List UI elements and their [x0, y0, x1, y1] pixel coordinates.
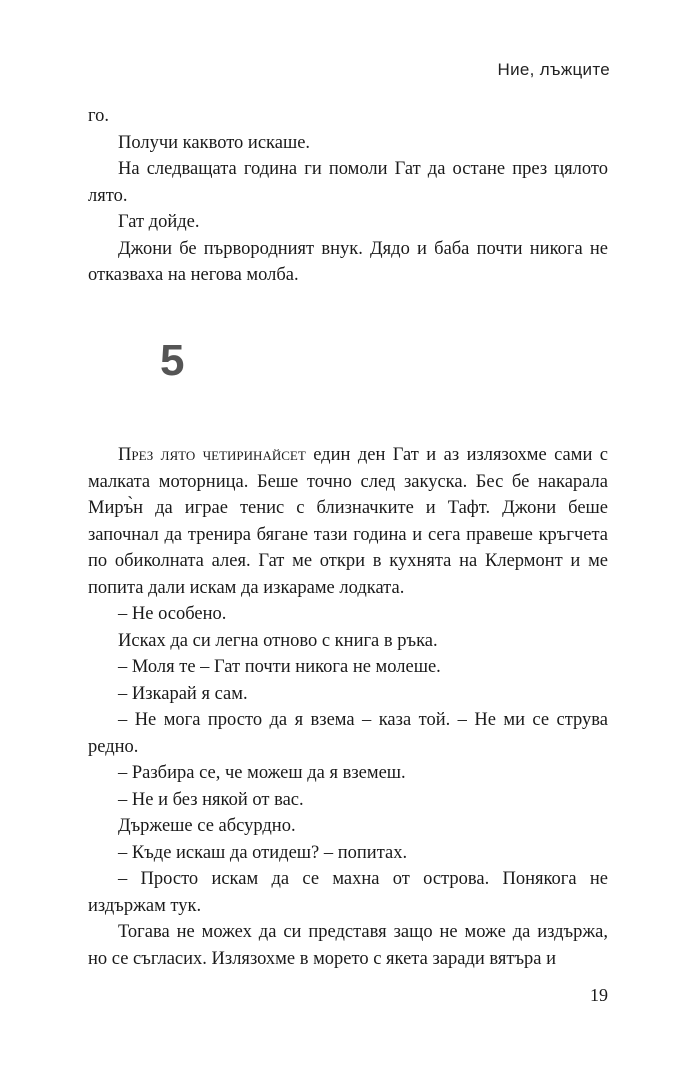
- opening-paragraph: [88, 442, 608, 601]
- paragraph: – Не мога просто да я взема – каза той. – Не ми се струва редно.: [88, 710, 608, 757]
- paragraph: Джони бе първородният внук. Дядо и баба почти никога не отказваха на негова молба.: [88, 238, 608, 285]
- paragraph: – Просто искам да се махна от острова. Понякога не издържам тук.: [88, 869, 608, 916]
- running-header: Ние, лъжците: [497, 60, 610, 79]
- paragraph: Получи каквото искаше.: [118, 132, 311, 153]
- paragraph: Гат дойде.: [118, 212, 200, 232]
- opening-text: един ден Гат и аз излязохме сами с малката моторница. Беше точно след закуска. Бес бе накарала Миръ̀н да играе тенис с близначките и Тафт. Джони беше започнал да тренира бягане тази година и сега правеше кръгчета по обиколната алея. Гат ме откри в кухнята на Клермонт и ме попита дали искам да изкараме лодката.: [88, 445, 609, 598]
- paragraph: Исках да си легна отново с книга в ръка.: [118, 630, 438, 651]
- paragraph: го.: [88, 106, 110, 126]
- paragraph: – Не особено.: [118, 604, 227, 624]
- paragraph: – Моля те – Гат почти никога не молеше.: [118, 657, 441, 677]
- text-section-main: [88, 442, 608, 972]
- paragraph: – Не и без някой от вас.: [118, 789, 304, 810]
- paragraph: – Изкарай я сам.: [118, 683, 248, 704]
- page-number: 19: [590, 985, 608, 1005]
- paragraph: На следващата година ги помоли Гат да остане през цялото лято.: [88, 159, 608, 206]
- paragraph: – Разбира се, че можеш да я вземеш.: [118, 763, 406, 783]
- paragraph: Държеше се абсурдно.: [118, 816, 296, 836]
- chapter-number: 5: [160, 336, 185, 385]
- paragraph: Тогава не можех да си представя защо не може да издържа, но се съгласих. Излязохме в морето с якета заради вятъра и: [88, 922, 608, 969]
- text-section-top: [88, 103, 608, 289]
- opening-smallcaps: През лято четиринайсет: [118, 445, 306, 465]
- paragraph: – Къде искаш да отидеш? – попитах.: [118, 842, 408, 863]
